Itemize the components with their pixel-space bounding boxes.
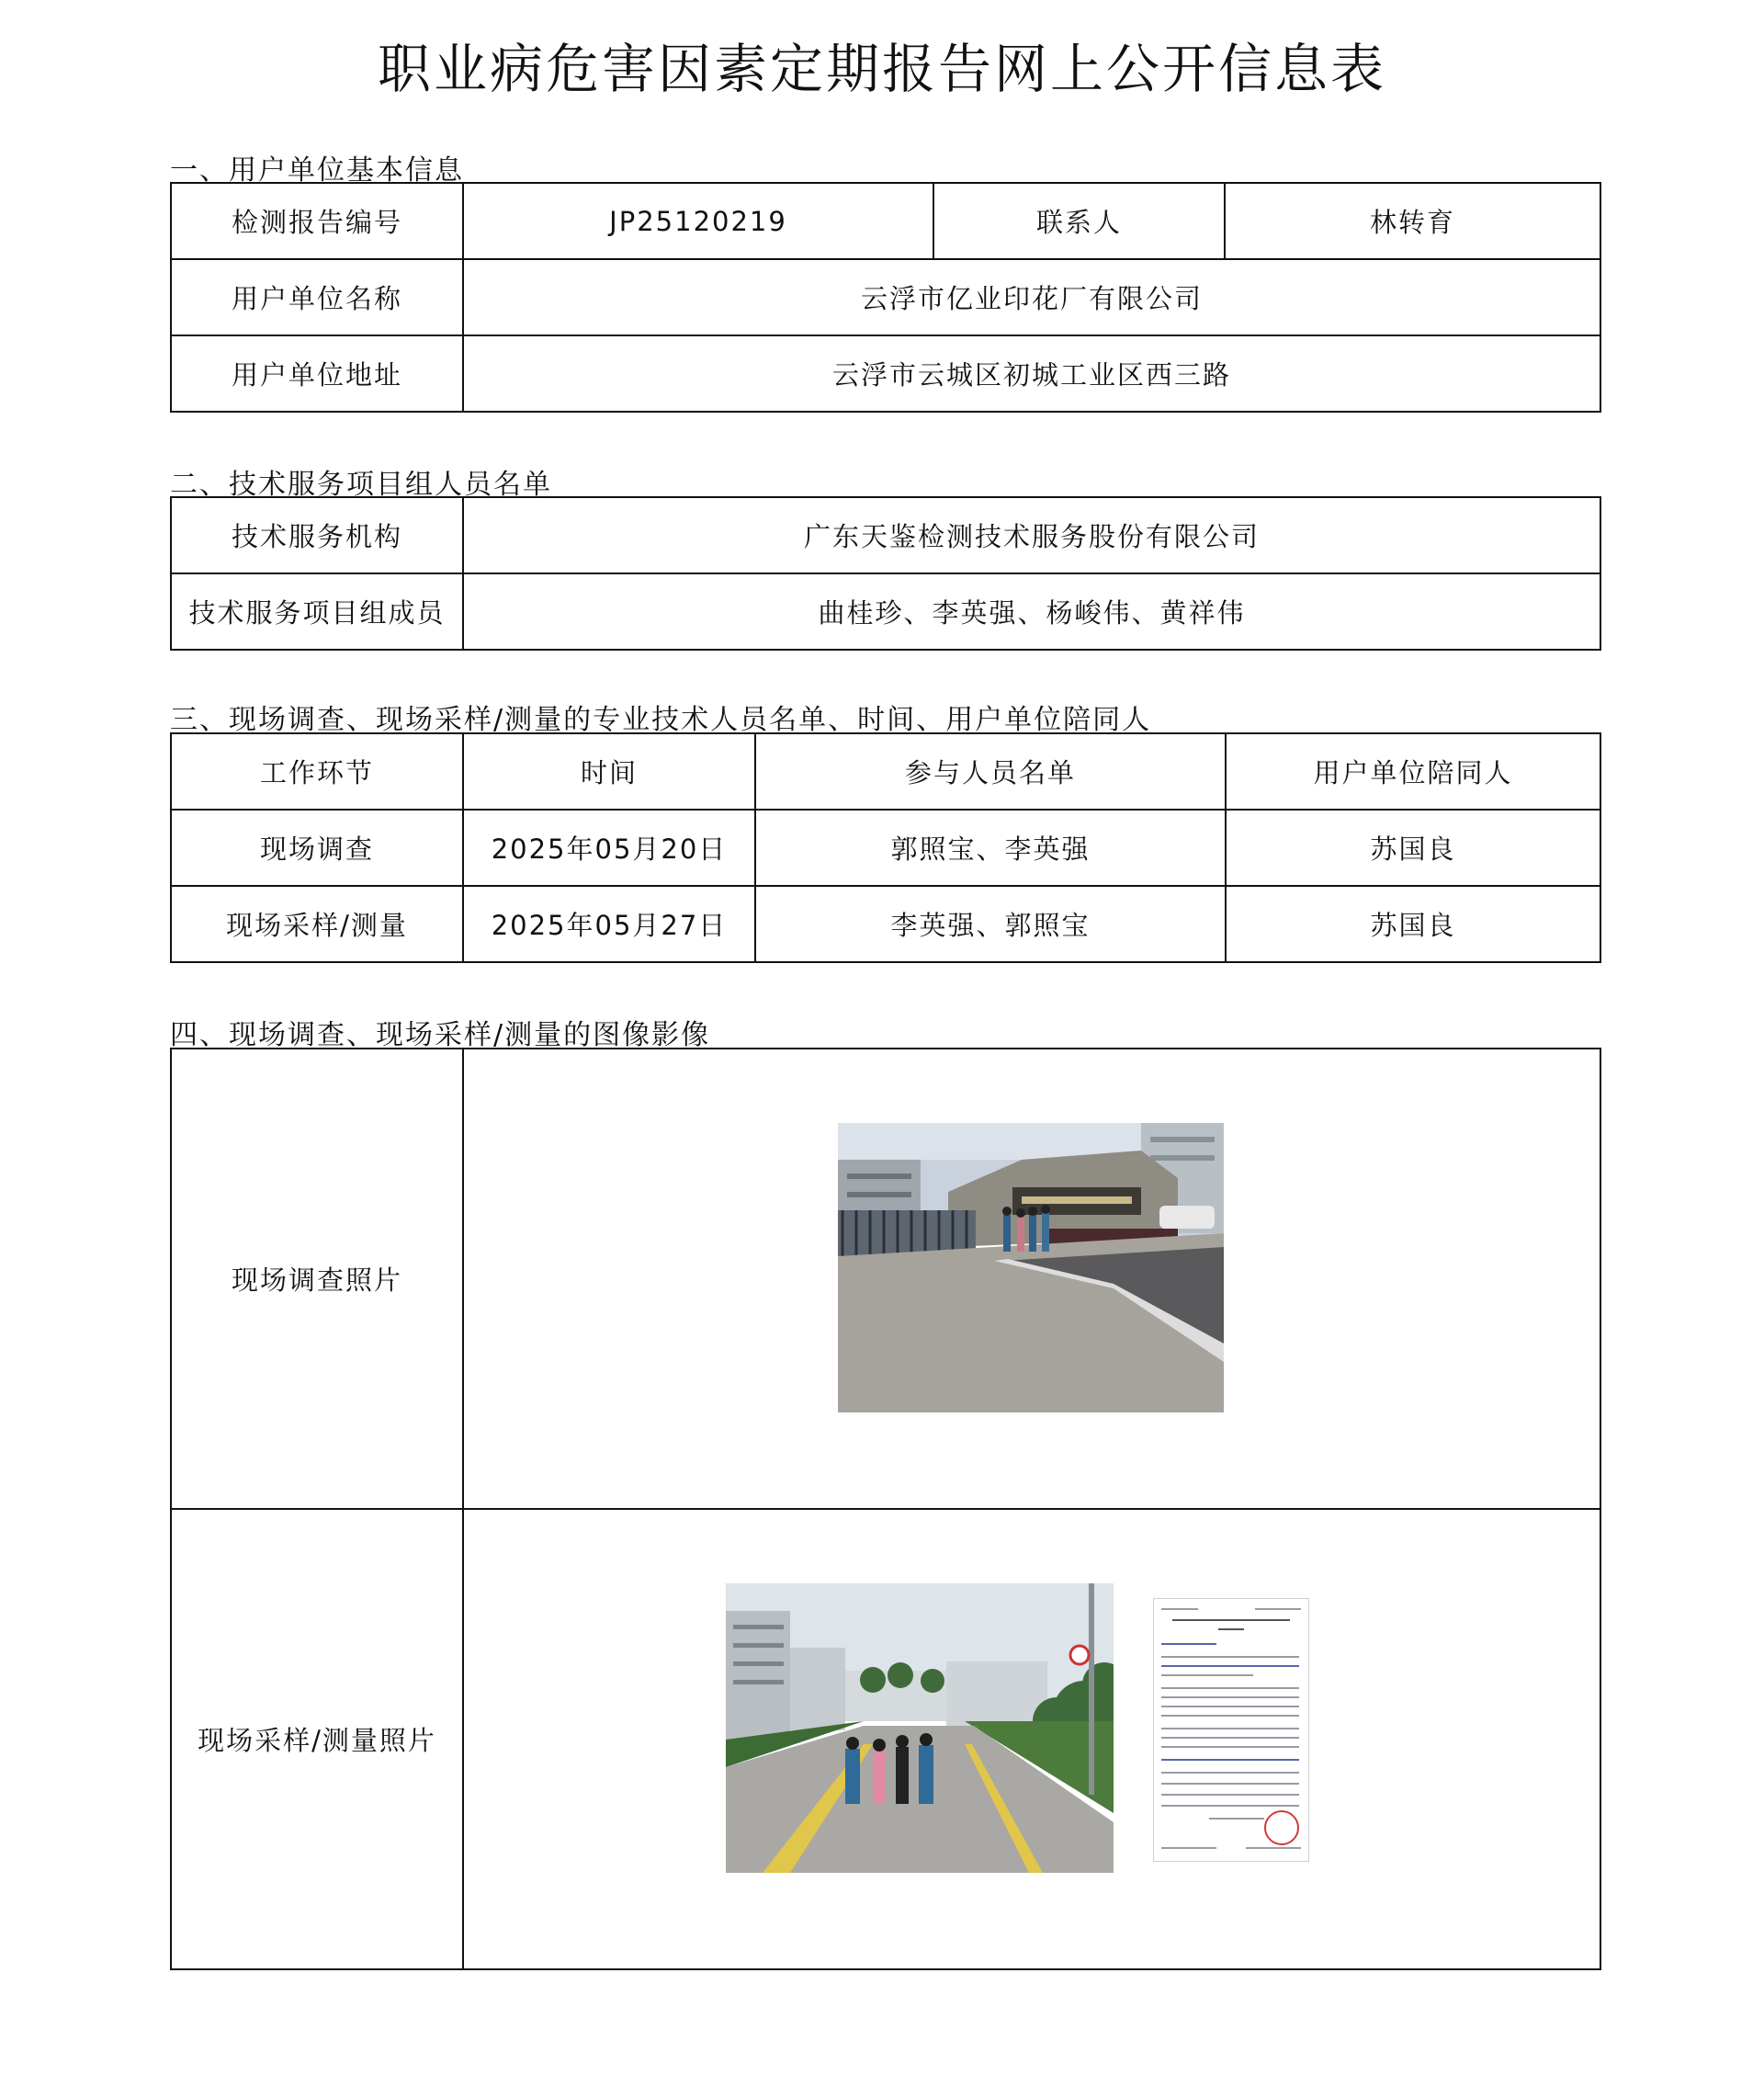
stage-cell: 现场调查 <box>171 810 463 886</box>
unit-name-value: 云浮市亿业印花厂有限公司 <box>463 259 1600 335</box>
factory-gate-image <box>838 1123 1224 1412</box>
scanned-document-image <box>1153 1598 1309 1862</box>
table-row <box>171 1509 1600 1969</box>
sampling-photo <box>726 1583 1114 1873</box>
table-header-row <box>171 733 1600 810</box>
org-label: 技术服务机构 <box>171 497 463 573</box>
table-row <box>171 259 1600 335</box>
survey-photo-label: 现场调查照片 <box>171 1049 463 1509</box>
header-participants: 参与人员名单 <box>755 733 1226 810</box>
section-3-heading: 三、现场调查、现场采样/测量的专业技术人员名单、时间、用户单位陪同人 <box>170 704 1152 736</box>
org-value: 广东天鉴检测技术服务股份有限公司 <box>463 497 1600 573</box>
table-row <box>171 810 1600 886</box>
unit-addr-value: 云浮市云城区初城工业区西三路 <box>463 335 1600 412</box>
section-2-heading: 二、技术服务项目组人员名单 <box>170 469 552 501</box>
contact-label: 联系人 <box>933 183 1225 259</box>
table-row <box>171 1049 1600 1509</box>
participants-cell: 李英强、郭照宝 <box>755 886 1226 962</box>
header-time: 时间 <box>463 733 755 810</box>
photo-table <box>170 1048 1601 1970</box>
stage-cell: 现场采样/测量 <box>171 886 463 962</box>
table-row <box>171 497 1600 573</box>
escort-cell: 苏国良 <box>1226 810 1600 886</box>
survey-photo <box>838 1123 1224 1412</box>
team-table <box>170 496 1601 651</box>
sampling-photo-cell <box>463 1509 1600 1969</box>
report-no-label: 检测报告编号 <box>171 183 463 259</box>
participants-cell: 郭照宝、李英强 <box>755 810 1226 886</box>
time-cell: 2025年05月27日 <box>463 886 755 962</box>
header-escort: 用户单位陪同人 <box>1226 733 1600 810</box>
sampling-site-image <box>726 1583 1114 1873</box>
table-row <box>171 886 1600 962</box>
table-row <box>171 573 1600 650</box>
report-no-value: JP25120219 <box>463 183 933 259</box>
escort-cell: 苏国良 <box>1226 886 1600 962</box>
header-stage: 工作环节 <box>171 733 463 810</box>
basic-info-table <box>170 182 1601 413</box>
survey-photo-cell <box>463 1049 1600 1509</box>
members-label: 技术服务项目组成员 <box>171 573 463 650</box>
members-value: 曲桂珍、李英强、杨峻伟、黄祥伟 <box>463 573 1600 650</box>
time-cell: 2025年05月20日 <box>463 810 755 886</box>
sampling-photo-label: 现场采样/测量照片 <box>171 1509 463 1969</box>
unit-name-label: 用户单位名称 <box>171 259 463 335</box>
unit-addr-label: 用户单位地址 <box>171 335 463 412</box>
section-1-heading: 一、用户单位基本信息 <box>170 154 464 187</box>
table-row <box>171 335 1600 412</box>
page-title: 职业病危害因素定期报告网上公开信息表 <box>377 38 1386 100</box>
schedule-table <box>170 732 1601 963</box>
table-row <box>171 183 1600 259</box>
contact-value: 林转育 <box>1225 183 1600 259</box>
section-4-heading: 四、现场调查、现场采样/测量的图像影像 <box>170 1019 711 1051</box>
